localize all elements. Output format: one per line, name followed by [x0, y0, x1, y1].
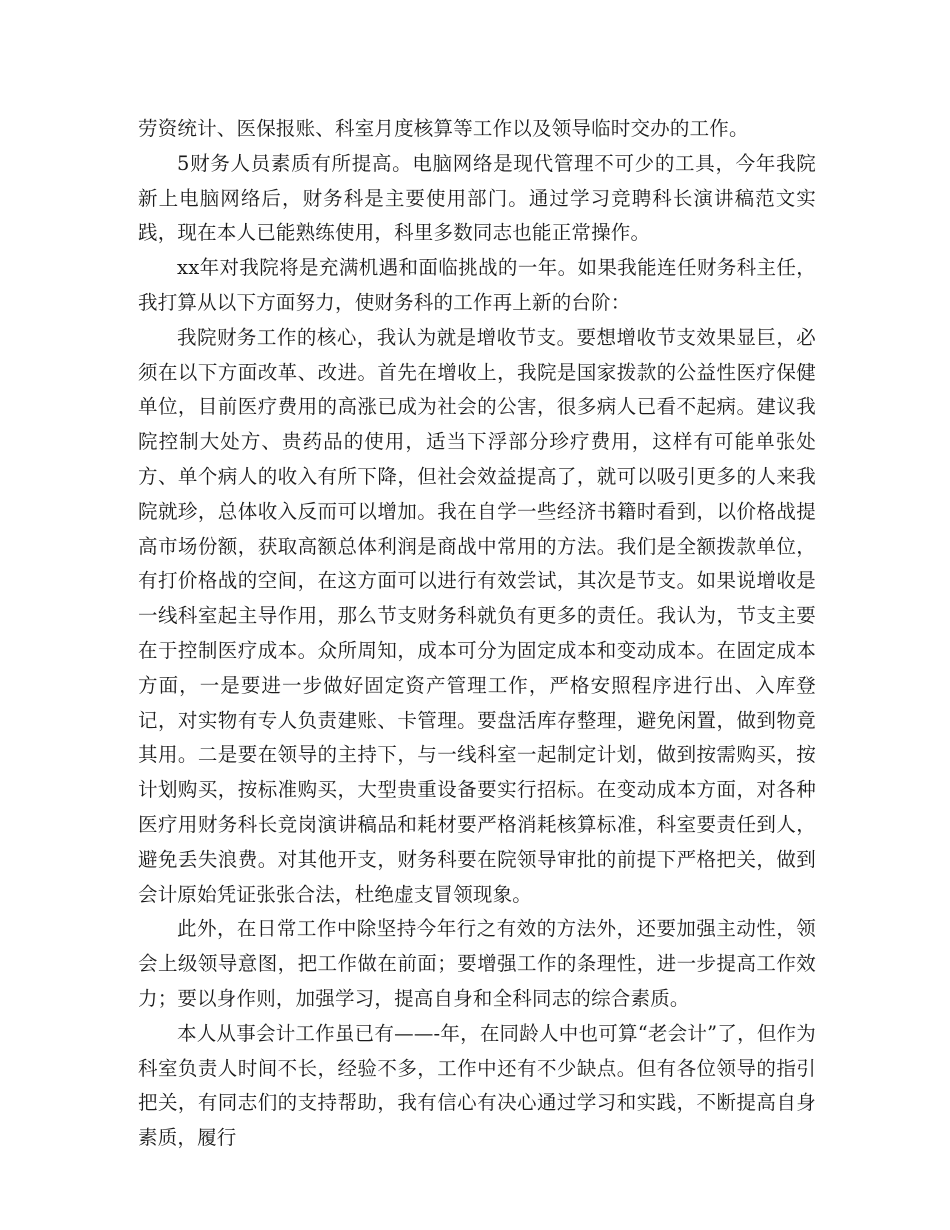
paragraph-daily-work: 此外，在日常工作中除坚持今年行之有效的方法外，还要加强主动性，领会上级领导意图，把工作做在前面；要增强工作的条理性，进一步提高工作效力；要以身作则，加强学习，提高自身和全科同志的综合素质。 [138, 917, 816, 1010]
document-body [138, 112, 816, 1156]
paragraph-next-year-plan: xx年对我院将是充满机遇和面临挑战的一年。如果我能连任财务科主任，我打算从以下方面努力，使财务科的工作再上新的台阶： [138, 256, 816, 314]
paragraph-personal-statement: 本人从事会计工作虽已有——-年，在同龄人中也可算“老会计”了，但作为科室负责人时间不长，经验不多，工作中还有不少缺点。但有各位领导的指引把关，有同志们的支持帮助，我有信心有决心通过学习和实践，不断提高自身素质，履行 [138, 1021, 816, 1150]
paragraph-cost-control: 我院财务工作的核心，我认为就是增收节支。要想增收节支效果显巨，必须在以下方面改革、改进。首先在增收上，我院是国家拨款的公益性医疗保健单位，目前医疗费用的高涨已成为社会的公害，很多病人已看不起病。建议我院控制大处方、贵药品的使用，适当下浮部分珍疗费用，这样有可能单张处方、单个病人的收入有所下降，但社会效益提高了，就可以吸引更多的人来我院就珍，总体收入反而可以增加。我在自学一些经济书籍时看到，以价格战提高市场份额，获取高额总体利润是商战中常用的方法。我们是全额拨款单位，有打价格战的空间，在这方面可以进行有效尝试，其次是节支。如果说增收是一线科室起主导作用，那么节支财务科就负有更多的责任。我认为，节支主要在于控制医疗成本。众所周知，成本可分为固定成本和变动成本。在固定成本方面，一是要进一步做好固定资产管理工作，严格安照程序进行出、入库登记，对实物有专人负责建账、卡管理。要盘活库存整理，避免闲置，做到物竟其用。二是要在领导的主持下，与一线科室一起制定计划，做到按需购买，按计划购买，按标准购买，大型贵重设备要实行招标。在变动成本方面，对各种医疗用财务科长竞岗演讲稿品和耗材要严格消耗核算标准，科室要责任到人，避免丢失浪费。对其他开支，财务科要在院领导审批的前提下严格把关，做到会计原始凭证张张合法，杜绝虚支冒领现象。 [138, 325, 816, 906]
paragraph-continuation: 劳资统计、医保报账、科室月度核算等工作以及领导临时交办的工作。 [138, 117, 749, 140]
paragraph-staff-quality: 5财务人员素质有所提高。电脑网络是现代管理不可少的工具，今年我院新上电脑网络后，财务科是主要使用部门。通过学习竞聘科长演讲稿范文实践，现在本人已能熟练使用，科里多数同志也能正常操作。 [138, 151, 816, 245]
